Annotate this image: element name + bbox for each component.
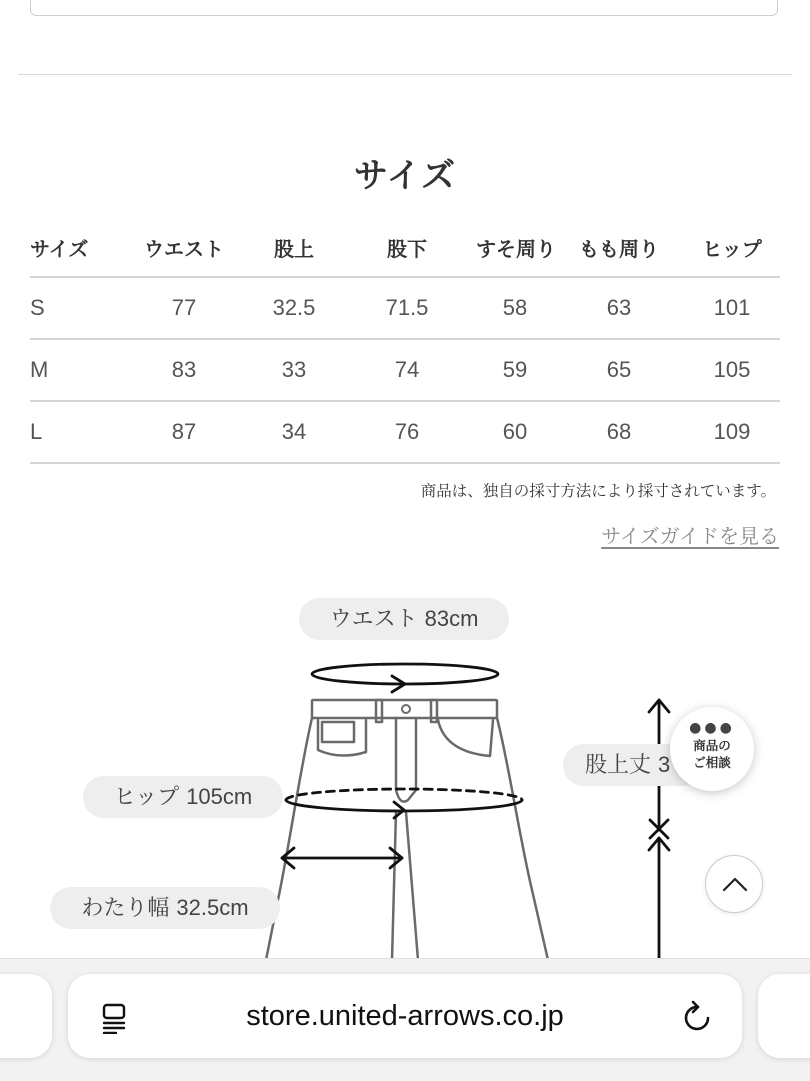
table-row [30,277,780,339]
address-bar[interactable] [68,974,742,1058]
pocket-left [318,720,366,756]
cell: 74 [338,339,476,401]
cell: 77 [118,277,250,339]
measurement-note: 商品は、独自の採寸方法により採寸されています。 [420,482,776,500]
waist-measure-label [299,598,509,640]
url-text: store.united-arrows.co.jp [246,1000,564,1032]
hip-label: ヒップ [113,785,180,810]
thigh-label: わたり幅 [81,896,170,921]
cell: 68 [554,401,684,463]
coin-pocket [322,722,354,742]
next-tab-preview[interactable] [758,974,810,1058]
header-inseam: 股下 [338,218,476,277]
table-row [30,339,780,401]
size-guide-link[interactable]: サイズガイドを見る [601,524,779,548]
hip-measure-label [83,776,283,818]
header-hem: すそ周り [476,218,554,277]
waist-value: 83cm [424,606,479,631]
cell: 101 [684,277,780,339]
cell: 63 [554,277,684,339]
more-dots-icon: ●●● [689,720,735,736]
inseam-left [392,812,396,960]
rise-value: 3 [658,752,671,777]
cell: S [30,277,118,339]
consult-label: 商品の ご相談 [693,738,731,770]
cell: 60 [476,401,554,463]
header-rise: 股上 [250,218,338,277]
pants-outline-right [497,718,548,960]
scroll-to-top-button[interactable] [705,855,763,913]
size-table [30,218,780,464]
cell: 59 [476,339,554,401]
reload-icon[interactable] [682,1000,714,1034]
header-hip: ヒップ [684,218,780,277]
table-row [30,401,780,463]
top-field-box [30,0,778,16]
cell: 76 [338,401,476,463]
cell: 105 [684,339,780,401]
cell: M [30,339,118,401]
thigh-measure-label [50,887,280,929]
size-section-title: サイズ [353,156,457,196]
hip-value: 105cm [186,784,253,809]
rise-measure-arrow [649,700,669,960]
table-header-row [30,218,780,277]
hip-measure-arrow [286,789,522,818]
cell: 83 [118,339,250,401]
inseam-right [406,812,418,960]
thigh-value: 32.5cm [176,895,249,920]
cell: 71.5 [338,277,476,339]
cell: L [30,401,118,463]
header-size: サイズ [30,218,118,277]
pocket-right [438,720,493,756]
thigh-measure-arrow [282,848,402,868]
cell: 34 [250,401,338,463]
section-divider [18,74,792,75]
header-thigh: もも周り [554,218,684,277]
header-waist: ウエスト [118,218,250,277]
cell: 109 [684,401,780,463]
product-consult-button[interactable] [670,707,754,791]
waist-label: ウエスト [329,607,418,632]
button-icon [402,705,410,713]
previous-tab-preview[interactable] [0,974,52,1058]
cell: 65 [554,339,684,401]
cell: 33 [250,339,338,401]
cell: 32.5 [250,277,338,339]
cell: 58 [476,277,554,339]
chevron-up-icon [706,856,764,914]
waist-measure-arrow [312,664,498,692]
waistband [312,700,497,718]
rise-label: 股上丈 [585,753,652,778]
cell: 87 [118,401,250,463]
